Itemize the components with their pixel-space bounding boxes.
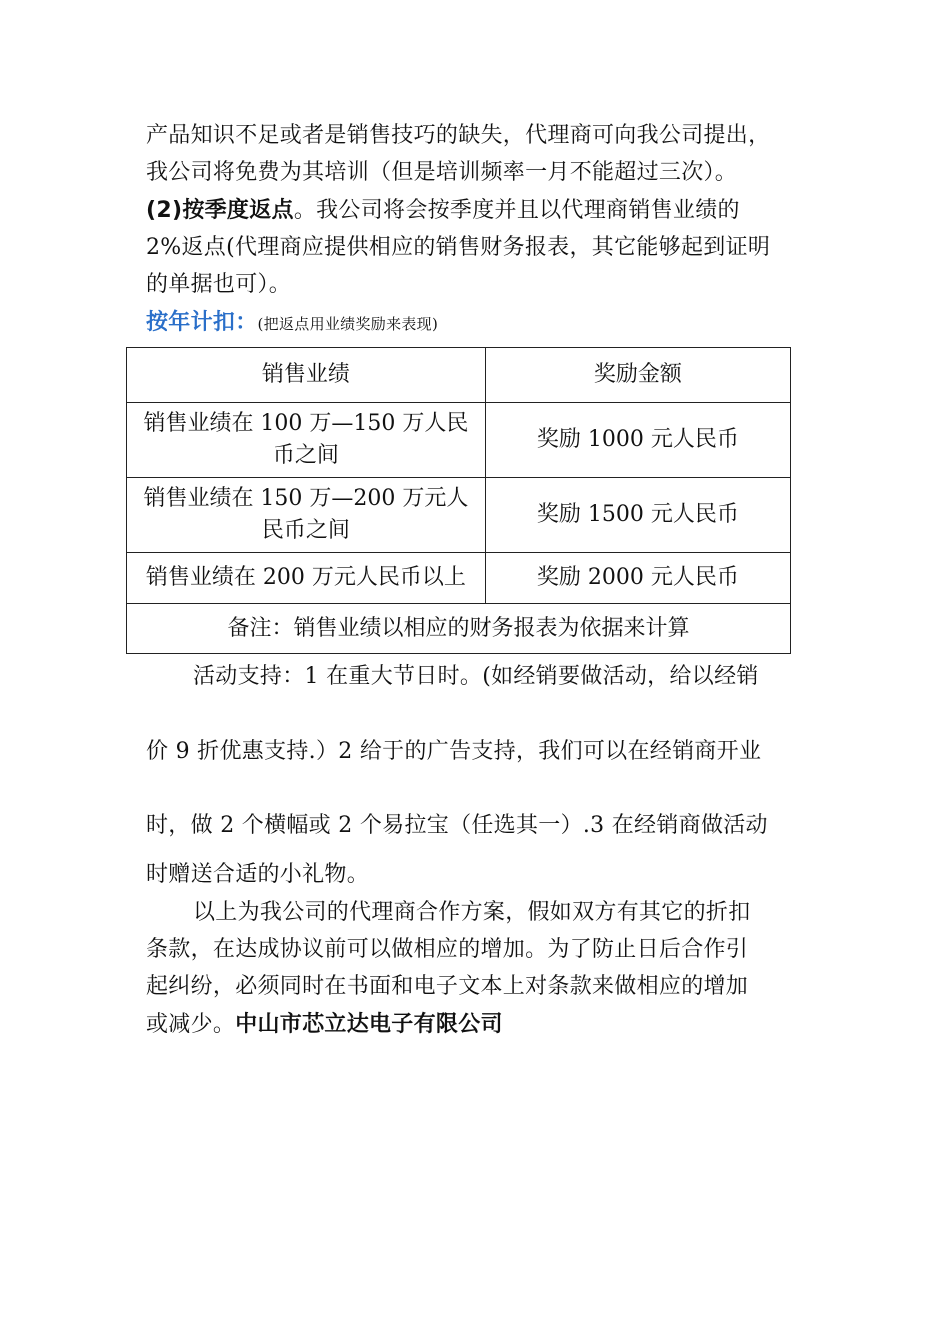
table-header-row — [127, 348, 791, 403]
annual-deduction-note: (把返点用业绩奖励来表现) — [257, 315, 439, 333]
paragraph-line — [146, 196, 740, 226]
table-cell-reward: 奖励 1500 元人民币 — [485, 478, 790, 553]
closing-line: 起纠纷，必须同时在书面和电子文本上对条款来做相应的增加 — [146, 974, 749, 999]
table-header-cell: 奖励金额 — [485, 348, 790, 403]
support-line: 时，做 2 个横幅或 2 个易拉宝（任选其一）.3 在经销商做活动 — [146, 813, 768, 838]
table-cell-reward: 奖励 1000 元人民币 — [485, 403, 790, 478]
support-line: 价 9 折优惠支持.）2 给于的广告支持，我们可以在经销商开业 — [146, 739, 762, 764]
table-cell-range: 销售业绩在 100 万—150 万人民币之间 — [127, 403, 486, 478]
paragraph-line: 我公司将免费为其培训（但是培训频率一月不能超过三次）。 — [146, 160, 738, 185]
table-row — [127, 478, 791, 553]
quarterly-rebate-heading: (2)按季度返点 — [146, 198, 294, 223]
table-row — [127, 553, 791, 604]
table-header-cell: 销售业绩 — [127, 348, 486, 403]
paragraph-line: 产品知识不足或者是销售技巧的缺失，代理商可向我公司提出， — [146, 123, 771, 148]
table-cell-range: 销售业绩在 150 万—200 万元人民币之间 — [127, 478, 486, 553]
company-name: 中山市芯立达电子有限公司 — [235, 1012, 503, 1037]
table-cell-range: 销售业绩在 200 万元人民币以上 — [127, 553, 486, 604]
closing-line — [146, 1010, 503, 1040]
paragraph-line: 2%返点(代理商应提供相应的销售财务报表，其它能够起到证明 — [146, 235, 771, 260]
support-line: 时赠送合适的小礼物。 — [146, 862, 370, 887]
annual-heading-line — [146, 308, 438, 339]
closing-text: 或减少。 — [146, 1012, 236, 1037]
table-note-cell: 备注：销售业绩以相应的财务报表为依据来计算 — [127, 604, 791, 654]
reward-table — [126, 347, 791, 654]
annual-deduction-heading: 按年计扣： — [146, 310, 258, 335]
table-note-row — [127, 604, 791, 654]
paragraph-text: 。我公司将会按季度并且以代理商销售业绩的 — [293, 198, 740, 223]
paragraph-line: 的单据也可）。 — [146, 272, 292, 297]
support-line: 活动支持：1 在重大节日时。(如经销要做活动，给以经销 — [193, 664, 759, 689]
closing-line: 条款，在达成协议前可以做相应的增加。为了防止日后合作引 — [146, 937, 749, 962]
table-cell-reward: 奖励 2000 元人民币 — [485, 553, 790, 604]
table-row — [127, 403, 791, 478]
closing-line: 以上为我公司的代理商合作方案，假如双方有其它的折扣 — [193, 900, 751, 925]
